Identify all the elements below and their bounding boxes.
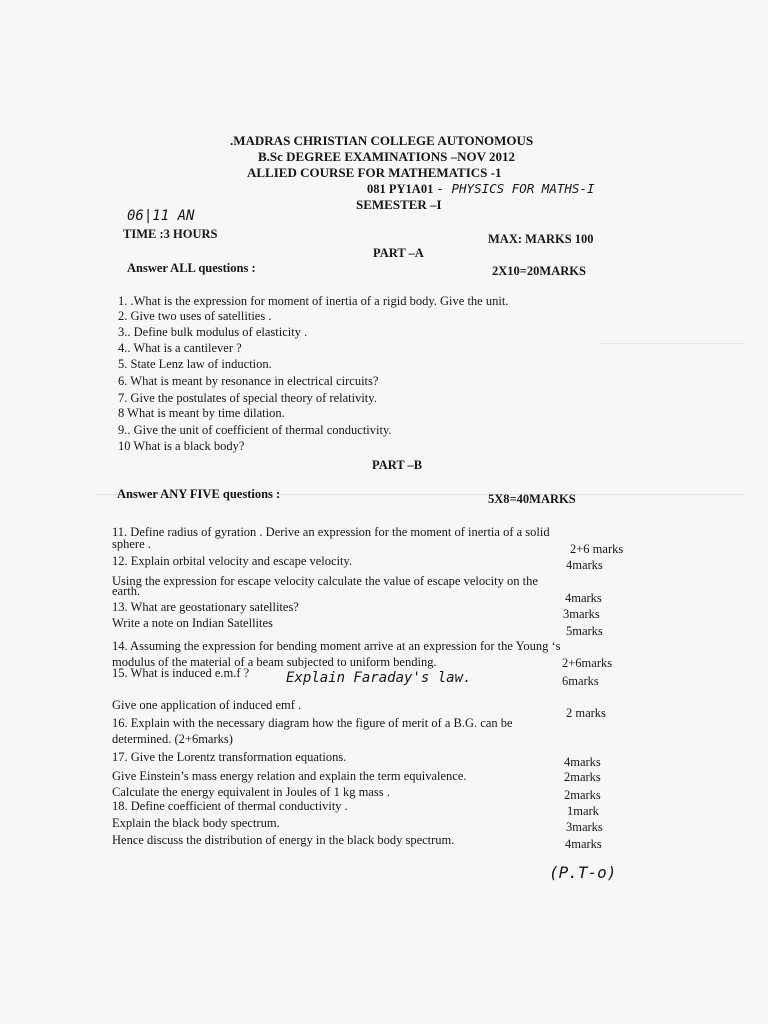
part-a-question: 5. State Lenz law of induction. [118,357,272,371]
part-b-title: PART –B [372,458,423,472]
max-marks: MAX: MARKS 100 [488,232,594,246]
part-b-instruction: Answer ANY FIVE questions : [117,487,281,501]
college-name: .MADRAS CHRISTIAN COLLEGE AUTONOMOUS [230,133,534,148]
part-b-mark: 1mark [567,804,599,818]
part-b-line: Write a note on Indian Satellites [112,616,273,630]
part-b-line: 16. Explain with the necessary diagram how the figure of merit of a B.G. can be [112,716,513,730]
part-a-question: 2. Give two uses of satellities . [118,309,272,323]
part-a-question: 3.. Define bulk modulus of elasticity . [118,325,308,339]
handwritten-date: 06|11 AN [127,208,195,224]
part-a-question: 6. What is meant by resonance in electrical circuits? [118,374,379,388]
part-b-mark: 4marks [566,558,603,572]
part-b-line: 13. What are geostationary satellites? [112,600,299,614]
handwritten-pto: (P.T-o) [549,863,617,882]
part-b-mark: 3marks [563,607,600,621]
part-b-mark: 2 marks [566,706,606,720]
part-b-mark: 2+6marks [562,656,613,670]
part-b-line: sphere . [112,537,151,551]
part-b-mark: 4marks [565,591,602,605]
part-a-question: 10 What is a black body? [118,439,245,453]
part-b-line: 14. Assuming the expression for bending moment arrive at an expression for the Young ‘s [112,639,561,653]
part-a-instruction: Answer ALL questions : [127,261,256,275]
part-b-line: determined. (2+6marks) [112,732,233,746]
handwritten-note-faraday: Explain Faraday's law. [286,670,472,686]
part-b-mark: 2+6 marks [570,542,624,556]
part-b-line: modulus of the material of a beam subjected to uniform bending. [112,655,437,669]
part-b-mark: 4marks [564,755,601,769]
part-b-mark: 6marks [562,674,599,688]
part-b-mark: 4marks [565,837,602,851]
part-b-line: Using the expression for escape velocity calculate the value of escape velocity on the [112,574,538,588]
part-b-mark: 2marks [564,770,601,784]
part-a-question: 9.. Give the unit of coefficient of thermal conductivity. [118,423,392,437]
course-title: ALLIED COURSE FOR MATHEMATICS -1 [247,165,502,180]
part-b-mark: 2marks [564,788,601,802]
exam-title: B.Sc DEGREE EXAMINATIONS –NOV 2012 [258,149,516,164]
part-b-line: 12. Explain orbital velocity and escape velocity. [112,554,353,568]
course-code-handwritten: - PHYSICS FOR MATHS-I [436,181,595,196]
semester: SEMESTER –I [356,197,442,212]
part-b-line: 11. Define radius of gyration . Derive an expression for the moment of inertia of a solid [112,525,550,539]
exam-time: TIME :3 HOURS [123,227,218,241]
part-b-line: Calculate the energy equivalent in Joules of 1 kg mass . [112,785,390,799]
course-code [367,181,595,197]
part-b-line: 18. Define coefficient of thermal conductivity . [112,799,348,813]
part-a-question: 1. .What is the expression for moment of inertia of a rigid body. Give the unit. [118,294,509,308]
part-a-question: 7. Give the postulates of special theory of relativity. [118,391,377,405]
part-b-line: Explain the black body spectrum. [112,816,280,830]
part-b-line: 15. What is induced e.m.f ? [112,666,250,680]
course-code-printed: 081 PY1A01 [367,182,434,196]
part-b-line: 17. Give the Lorentz transformation equations. [112,750,347,764]
bleed-through-line [600,343,745,344]
part-b-line: earth. [112,584,141,598]
part-b-mark: 3marks [566,820,603,834]
part-b-line: Hence discuss the distribution of energy in the black body spectrum. [112,833,455,847]
part-a-title: PART –A [373,246,424,260]
part-b-line: Give Einstein’s mass energy relation and explain the term equivalence. [112,769,467,783]
part-a-question: 8 What is meant by time dilation. [118,406,285,420]
part-b-line: Give one application of induced emf . [112,698,302,712]
part-b-mark: 5marks [566,624,603,638]
part-b-marks: 5X8=40MARKS [488,492,576,506]
part-a-question: 4.. What is a cantilever ? [118,341,242,355]
part-a-marks: 2X10=20MARKS [492,264,586,278]
